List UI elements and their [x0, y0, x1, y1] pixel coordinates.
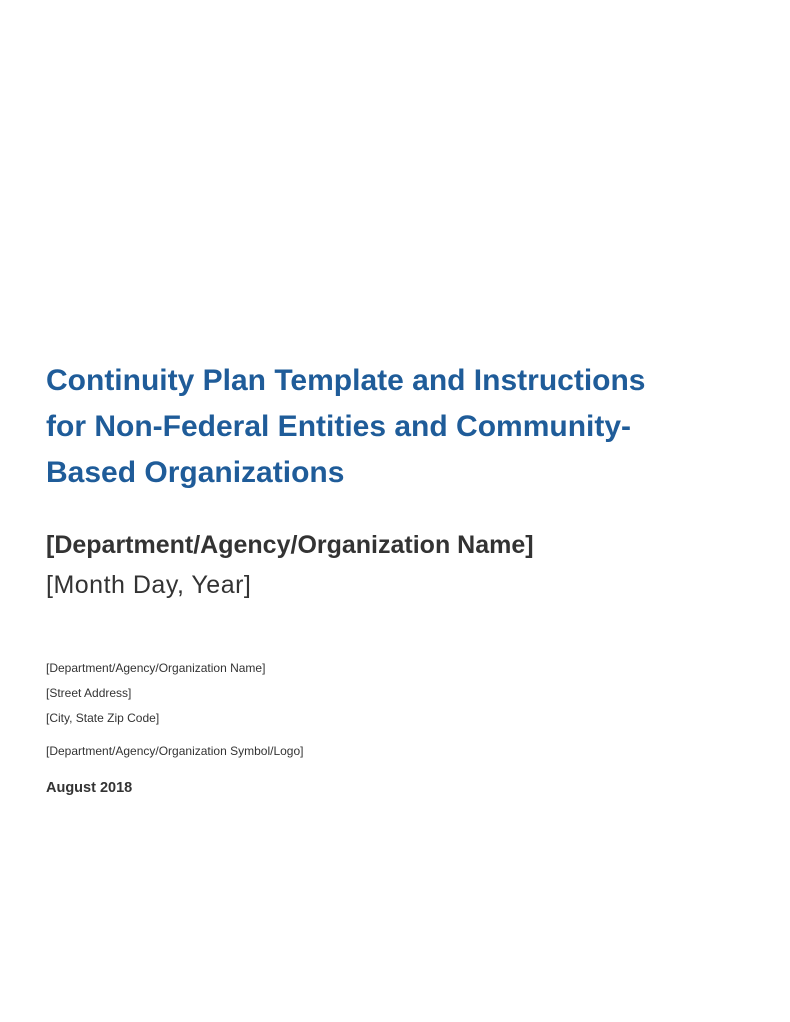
date-placeholder: [Month Day, Year]	[46, 571, 252, 599]
address-city-state-zip: [City, State Zip Code]	[46, 711, 160, 725]
title-line-2: for Non-Federal Entities and Community-	[46, 410, 632, 443]
logo-placeholder: [Department/Agency/Organization Symbol/Logo]	[46, 744, 304, 758]
document-title	[46, 358, 746, 496]
issue-date: August 2018	[46, 780, 133, 796]
address-block	[46, 656, 746, 731]
organization-name-placeholder: [Department/Agency/Organization Name]	[46, 531, 534, 559]
cover-content	[46, 358, 746, 798]
title-line-3: Based Organizations	[46, 456, 345, 489]
address-street: [Street Address]	[46, 686, 132, 700]
address-org-name: [Department/Agency/Organization Name]	[46, 661, 266, 675]
title-line-1: Continuity Plan Template and Instructions	[46, 364, 646, 397]
